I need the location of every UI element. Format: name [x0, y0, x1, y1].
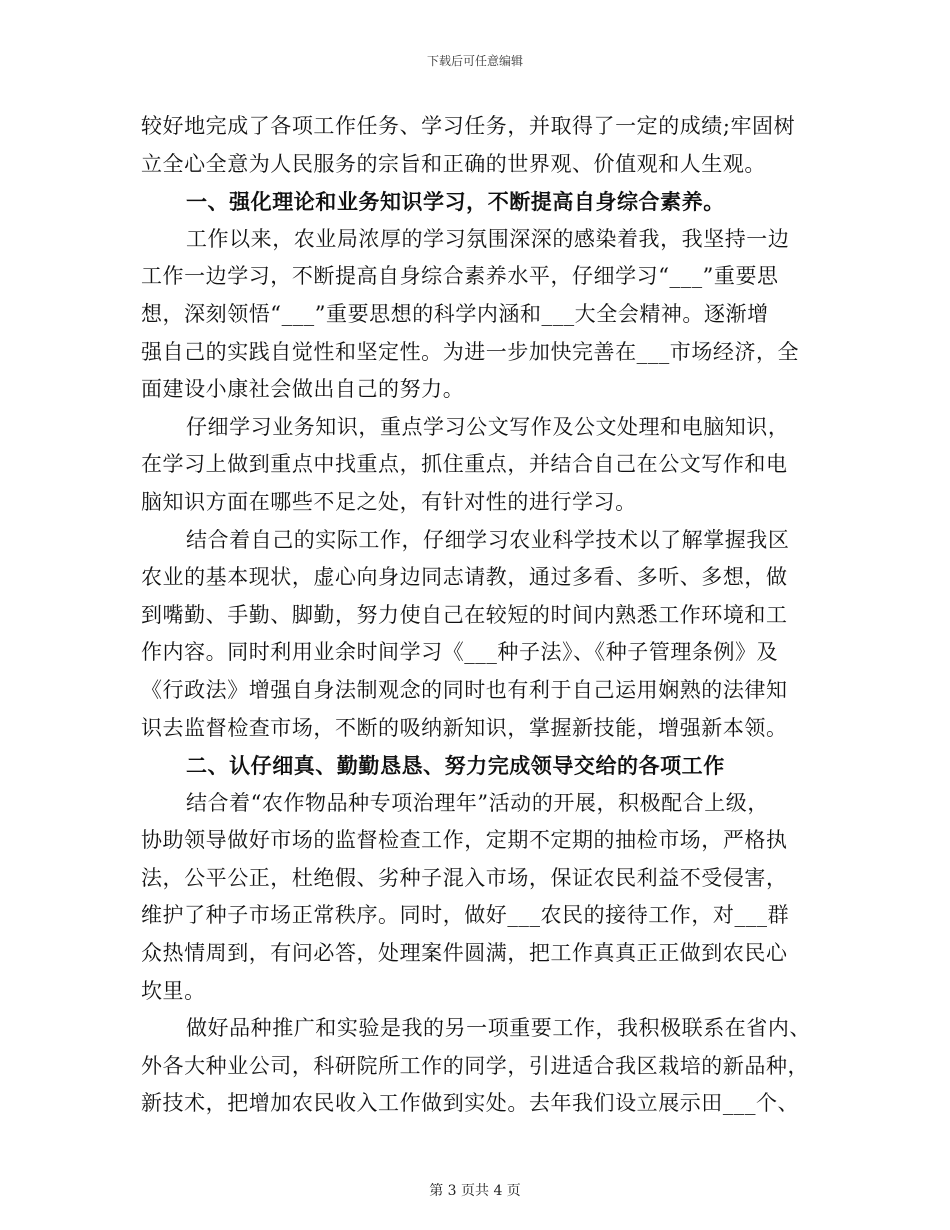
text-line: 强自己的实践自觉性和坚定性。为进一步加快完善在___市场经济，全: [141, 339, 800, 364]
document-body: [141, 108, 813, 1123]
page-number: 第 3 页共 4 页: [429, 1183, 521, 1199]
page-header-note: 下载后可任意编辑: [426, 54, 523, 68]
text-line: 众热情周到，有问必答，处理案件圆满，把工作真真正正做到农民心: [141, 941, 788, 966]
text-line: 作内容。同时利用业余时间学习《___种子法》、《种子管理条例》及: [141, 640, 779, 665]
text-line: 到嘴勤、手勤、脚勤，努力使自己在较短的时间内熟悉工作环境和工: [141, 602, 788, 627]
text-line: 外各大种业公司，科研院所工作的同学，引进适合我区栽培的新品种，: [141, 1053, 810, 1078]
text-line: 识去监督检查市场，不断的吸纳新知识，掌握新技能，增强新本领。: [141, 715, 788, 740]
text-line: 脑知识方面在哪些不足之处，有针对性的进行学习。: [141, 489, 637, 514]
section-heading: 一、强化理论和业务知识学习，不断提高自身综合素养。: [186, 189, 725, 215]
text-line: 结合着自己的实际工作，仔细学习农业科学技术以了解掌握我区: [186, 527, 790, 552]
section-heading: 二、认仔细真、勤勤恳恳、努力完成领导交给的各项工作: [186, 753, 725, 779]
text-line: 工作一边学习，不断提高自身综合素养水平，仔细学习“___”重要思: [141, 264, 779, 289]
text-line: 工作以来，农业局浓厚的学习氛围深深的感染着我，我坚持一边: [186, 226, 790, 251]
text-line: 仔细学习业务知识，重点学习公文写作及公文处理和电脑知识，: [186, 414, 790, 439]
text-line: 在学习上做到重点中找重点，抓住重点，并结合自己在公文写作和电: [141, 452, 788, 477]
text-line: 《行政法》增强自身法制观念的同时也有利于自己运用娴熟的法律知: [141, 677, 788, 702]
text-line: 坎里。: [141, 978, 206, 1003]
text-line: 做好品种推广和实验是我的另一项重要工作，我积极联系在省内、: [186, 1016, 811, 1041]
text-line: 面建设小康社会做出自己的努力。: [141, 377, 465, 402]
text-line: 结合着“农作物品种专项治理年”活动的开展，积极配合上级，: [186, 790, 769, 815]
text-line: 农业的基本现状，虚心向身边同志请教，通过多看、多听、多想，做: [141, 565, 788, 590]
text-line: 维护了种子市场正常秩序。同时，做好___农民的接待工作，对___群: [141, 903, 790, 928]
text-line: 协助领导做好市场的监督检查工作，定期不定期的抽检市场，严格执: [141, 828, 788, 853]
text-line: 立全心全意为人民服务的宗旨和正确的世界观、价值观和人生观。: [141, 151, 766, 176]
text-line: 想，深刻领悟“___”重要思想的科学内涵和___大全会精神。逐渐增: [141, 301, 769, 326]
text-line: 法，公平公正，杜绝假、劣种子混入市场，保证农民利益不受侵害，: [141, 865, 788, 890]
text-line: 新技术，把增加农民收入工作做到实处。去年我们设立展示田___个、: [141, 1091, 800, 1116]
text-line: 较好地完成了各项工作任务、学习任务，并取得了一定的成绩;牢固树: [141, 114, 796, 138]
